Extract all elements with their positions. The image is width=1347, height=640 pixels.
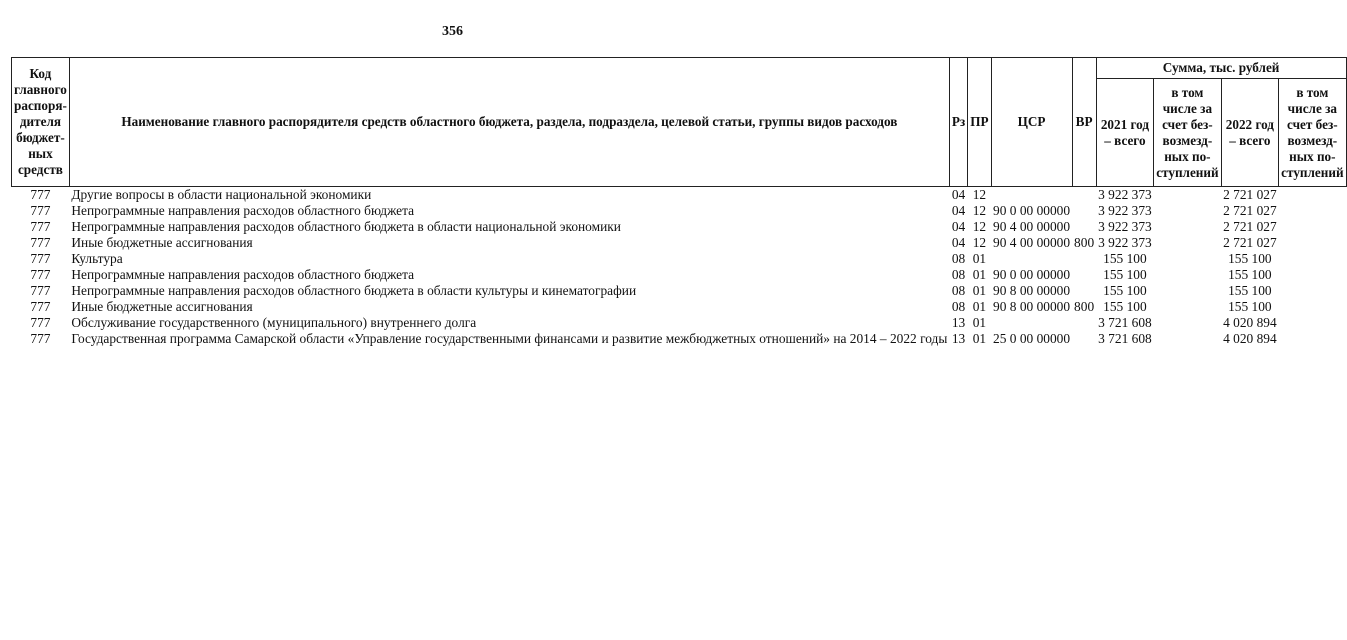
cell-2021-total: 3 922 373 [1098,219,1152,234]
table-row [12,283,1347,299]
header-rz: Рз [949,58,967,187]
cell-2022-total: 2 721 027 [1223,187,1277,202]
cell-2021-grants [1154,235,1221,251]
cell-name: Иные бюджетные ассигнования [71,299,253,314]
cell-code: 777 [30,331,51,346]
cell-rz: 08 [951,299,966,314]
cell-vr: 800 [1074,299,1095,314]
cell-rz: 13 [951,315,966,330]
header-name: Наименование главного распорядителя средств областного бюджета, раздела, подраздела, целевой статьи, группы видов расходов [69,58,949,187]
table-row [12,267,1347,283]
cell-2022-total: 2 721 027 [1223,219,1277,234]
cell-code: 777 [30,299,51,314]
cell-pr: 01 [972,315,987,330]
cell-2022-grants [1279,315,1346,331]
cell-2022-grants [1279,251,1346,267]
cell-pr: 01 [972,283,987,298]
cell-vr [1072,187,1096,204]
table-row [12,315,1347,331]
cell-pr: 01 [972,299,987,314]
cell-code: 777 [30,315,51,330]
cell-name: Другие вопросы в области национальной экономики [71,187,372,202]
cell-2022-grants [1279,203,1346,219]
table-row [12,235,1347,251]
cell-rz: 04 [951,187,966,202]
cell-vr [1072,251,1096,267]
cell-2022-grants [1279,283,1346,299]
cell-rz: 04 [951,235,966,250]
cell-2022-grants [1279,331,1346,349]
cell-pr: 12 [972,219,987,234]
cell-2021-grants [1154,187,1221,204]
cell-name: Культура [71,251,123,266]
cell-vr [1072,267,1096,283]
cell-code: 777 [30,203,51,218]
cell-2021-grants [1154,299,1221,315]
cell-rz: 04 [951,219,966,234]
table-row [12,251,1347,267]
header-code: Код главного распоря-дителя бюджет-ных средств [12,58,70,187]
header-sum-group: Сумма, тыс. рублей [1096,58,1346,79]
cell-csr: 25 0 00 00000 [993,331,1071,346]
table-header [12,58,1347,187]
cell-2022-grants [1279,219,1346,235]
cell-2021-total: 3 922 373 [1098,203,1152,218]
cell-name: Государственная программа Самарской области «Управление государственными финансами и развитие межбюджетных отношений» на 2014 – 2022 годы [71,331,948,346]
header-csr: ЦСР [991,58,1072,187]
table-row [12,187,1347,204]
cell-pr: 01 [972,251,987,266]
cell-name: Обслуживание государственного (муниципального) внутреннего долга [71,315,477,330]
table-row [12,299,1347,315]
table-body [12,187,1347,350]
cell-2022-total: 4 020 894 [1223,315,1277,330]
cell-code: 777 [30,283,51,298]
table-row [12,219,1347,235]
cell-2021-grants [1154,283,1221,299]
cell-2021-total: 155 100 [1103,267,1147,282]
cell-2021-total: 155 100 [1103,299,1147,314]
cell-pr: 12 [972,235,987,250]
cell-2022-total: 155 100 [1228,299,1272,314]
cell-vr [1072,283,1096,299]
cell-2021-total: 3 721 608 [1098,315,1152,330]
cell-csr: 90 0 00 00000 [993,267,1071,282]
header-2021-total: 2021 год – всего [1096,79,1154,187]
cell-2021-grants [1154,219,1221,235]
cell-name: Непрограммные направления расходов областного бюджета [71,267,415,282]
cell-2022-total: 155 100 [1228,251,1272,266]
cell-vr [1072,203,1096,219]
cell-rz: 13 [951,331,966,346]
cell-name: Непрограммные направления расходов областного бюджета в области культуры и кинематографии [71,283,637,298]
cell-vr [1072,315,1096,331]
cell-2021-grants [1154,267,1221,283]
cell-2021-total: 3 922 373 [1098,187,1152,202]
cell-rz: 08 [951,267,966,282]
budget-table [11,57,1347,349]
cell-csr [991,187,1072,204]
cell-pr: 12 [972,203,987,218]
cell-csr: 90 8 00 00000 [993,283,1071,298]
cell-2022-total: 155 100 [1228,283,1272,298]
header-2022-total: 2022 год – всего [1221,79,1279,187]
cell-pr: 01 [972,331,987,346]
cell-pr: 12 [972,187,987,202]
cell-code: 777 [30,187,51,202]
cell-code: 777 [30,251,51,266]
table-row [12,331,1347,349]
cell-vr [1072,331,1096,349]
cell-2021-grants [1154,331,1221,349]
cell-2022-total: 4 020 894 [1223,331,1277,346]
cell-code: 777 [30,235,51,250]
cell-2021-grants [1154,251,1221,267]
cell-vr: 800 [1074,235,1095,250]
cell-csr: 90 8 00 00000 [993,299,1071,314]
table-row [12,203,1347,219]
cell-pr: 01 [972,267,987,282]
cell-2022-total: 2 721 027 [1223,203,1277,218]
cell-2022-grants [1279,235,1346,251]
cell-2021-total: 155 100 [1103,251,1147,266]
cell-rz: 04 [951,203,966,218]
cell-2021-grants [1154,315,1221,331]
cell-2021-total: 155 100 [1103,283,1147,298]
cell-csr: 90 4 00 00000 [993,235,1071,250]
header-2022-grants: в том числе за счет без-возмезд-ных по-ступлений [1279,79,1346,187]
cell-2021-grants [1154,203,1221,219]
cell-code: 777 [30,267,51,282]
cell-rz: 08 [951,251,966,266]
cell-2021-total: 3 922 373 [1098,235,1152,250]
cell-name: Иные бюджетные ассигнования [71,235,253,250]
page-number: 356 [442,24,463,39]
cell-rz: 08 [951,283,966,298]
cell-2021-total: 3 721 608 [1098,331,1152,346]
header-pr: ПР [968,58,991,187]
header-vr: ВР [1072,58,1096,187]
cell-vr [1072,219,1096,235]
cell-code: 777 [30,219,51,234]
cell-2022-total: 2 721 027 [1223,235,1277,250]
header-2021-grants: в том числе за счет без-возмезд-ных по-ступлений [1154,79,1221,187]
cell-2022-grants [1279,187,1346,204]
cell-csr: 90 4 00 00000 [993,219,1071,234]
cell-name: Непрограммные направления расходов областного бюджета в области национальной экономики [71,219,621,234]
cell-2022-grants [1279,267,1346,283]
cell-csr: 90 0 00 00000 [993,203,1071,218]
cell-csr [991,251,1072,267]
cell-name: Непрограммные направления расходов областного бюджета [71,203,415,218]
cell-2022-total: 155 100 [1228,267,1272,282]
cell-csr [991,315,1072,331]
cell-2022-grants [1279,299,1346,315]
